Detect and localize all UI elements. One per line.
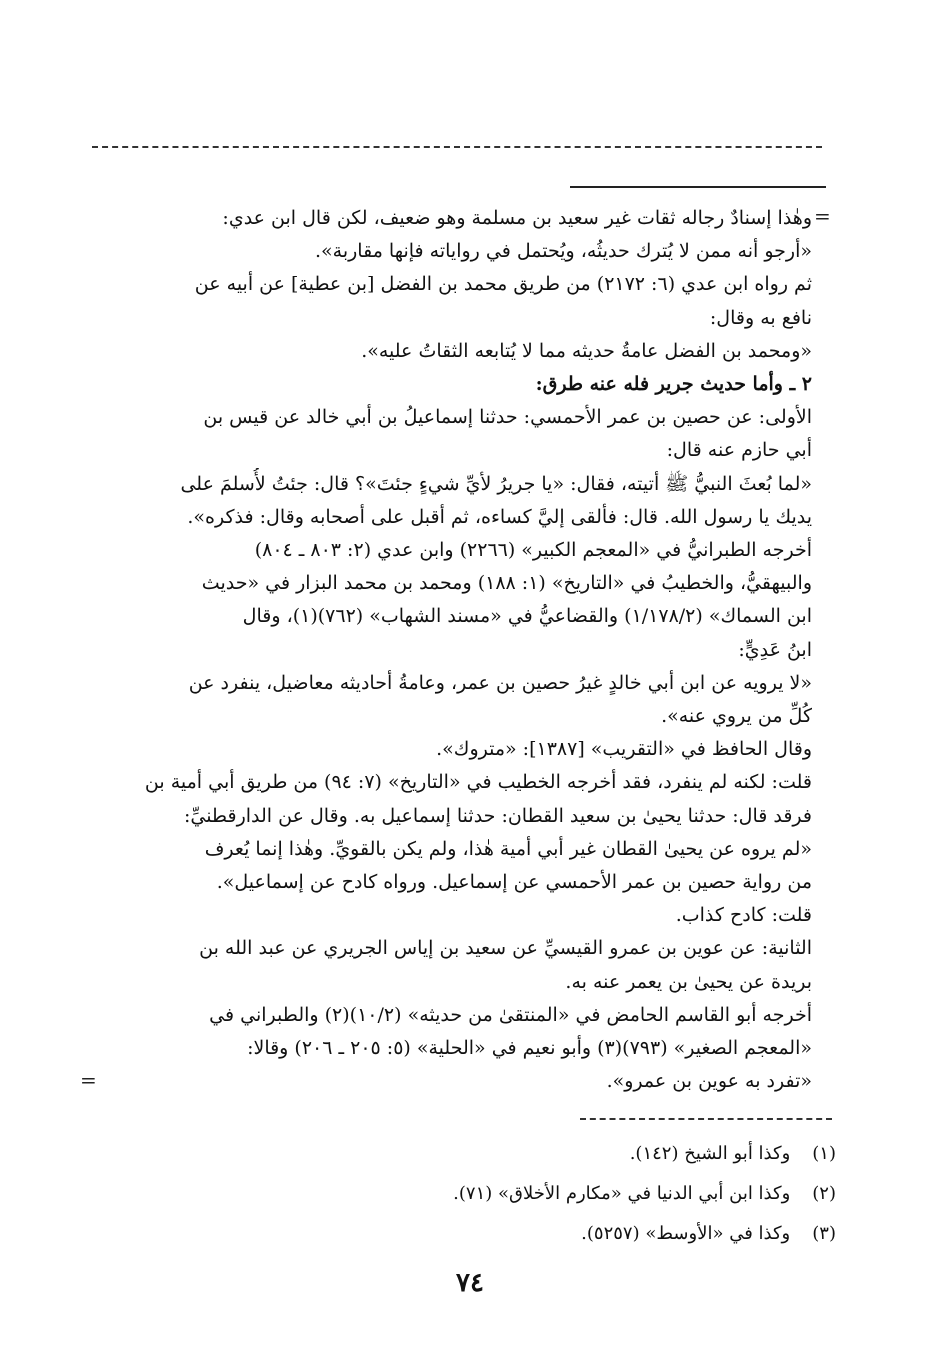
footnote-dashed-rule [580, 1118, 832, 1120]
text-line: من رواية حصين بن عمر الأحمسي عن إسماعيل. ورواه كادح عن إسماعيل». [216, 871, 812, 894]
text-line: ابن السماك» (١/١٧٨/٢) والقضاعيُّ في «مسند الشهاب» (٧٦٢)(١)، وقال [242, 605, 812, 628]
continuation-rule [570, 186, 826, 188]
margin-mark-bottom: = [80, 1068, 97, 1092]
section-heading: ٢ ـ وأما حديث جرير فله عنه طرق: [535, 373, 812, 396]
text-line: أخرجه الطبرانيُّ في «المعجم الكبير» (٢٢٦٦) وابن عدي (٢: ٨٠٣ ـ ٨٠٤) [254, 539, 812, 562]
text-line: أبي حازم عنه قال: [666, 439, 812, 462]
footnote-item [400, 1214, 836, 1254]
footnote-text: وكذا أبو الشيخ (١٤٢). [629, 1143, 791, 1164]
text-line: بريدة عن يحيىٰ بن يعمر عنه به. [565, 970, 812, 993]
text-line: «لا يرويه عن ابن أبي خالدٍ غيرُ حصين بن عمر، وعامةُ أحاديثه معاضيل، ينفرد عن [188, 671, 812, 694]
footnote-number: (٣) [812, 1223, 836, 1244]
text-line: ابنُ عَدِيٍّ: [738, 638, 812, 661]
text-line: «لما بُعثَ النبيُّ ﷺ أتيته، فقال: «يا جريرُ لأيِّ شيءٍ جئتَ»؟ قال: جئتُ لأُسلمَ على [180, 472, 812, 495]
text-line: نافع به وقال: [709, 306, 812, 329]
margin-mark-top: = [814, 204, 831, 228]
footnote-text: وكذا في «الأوسط» (٥٢٥٧). [581, 1223, 791, 1244]
text-line: وهٰذا إسنادٌ رجاله ثقات غير سعيد بن مسلمة وهو ضعيف، لكن قال ابن عدي: [222, 207, 812, 229]
text-line: «المعجم الصغير» (٧٩٣)(٣) وأبو نعيم في «الحلية» (٥: ٢٠٥ ـ ٢٠٦) وقالا: [247, 1037, 812, 1060]
text-line: «لم يروه عن يحيىٰ القطان غير أبي أمية هٰذا، ولم يكن بالقويِّ. وهٰذا إنما يُعرف [204, 837, 812, 860]
text-line: يديك يا رسول الله. قال: فألقى إليَّ كساءه، ثم أقبل على أصحابه وقال: فذكره». [187, 505, 812, 528]
text-line: الثانية: عن عوين بن عمرو القيسيِّ عن سعيد بن إياس الجريري عن عبد الله بن [199, 937, 812, 960]
footnote-item [400, 1174, 836, 1214]
page-number: ٧٤ [456, 1268, 484, 1298]
top-dashed-rule [92, 146, 822, 148]
text-line: وقال الحافظ في «التقريب» [١٣٨٧]: «متروك». [436, 738, 812, 761]
text-line: أخرجه أبو القاسم الحامض في «المنتقىٰ من حديثه» (١٠/٢)(٢) والطبراني في [209, 1003, 812, 1026]
text-line: قلت: لكنه لم ينفرد، فقد أخرجه الخطيب في «التاريخ» (٧: ٩٤) من طريق أبي أمية بن [144, 771, 812, 794]
text-line: «أرجو أنه ممن لا يُترك حديثُه، ويُحتمل في رواياته فإنها مقاربة». [314, 240, 812, 263]
footnote-item [400, 1134, 836, 1174]
text-line: ثم رواه ابن عدي (٦: ٢١٧٢) من طريق محمد بن الفضل [بن عطية] عن أبيه عن [194, 273, 812, 296]
footnotes [400, 1134, 836, 1254]
text-line: «تفرد به عوين بن عمرو». [606, 1070, 812, 1093]
text-line: قلت: كادح كذاب. [675, 904, 812, 927]
footnote-text: وكذا ابن أبي الدنيا في «مكارم الأخلاق» (٧١). [453, 1183, 791, 1204]
footnote-number: (٢) [812, 1183, 836, 1204]
text-line: والبيهقيُّ، والخطيبُ في «التاريخ» (١: ١٨٨) ومحمد بن محمد البزار في «حديث [201, 572, 812, 595]
text-line: «ومحمد بن الفضل عامةُ حديثه مما لا يُتابعه الثقاتُ عليه». [361, 339, 812, 362]
text-line: الأولى: عن حصين بن عمر الأحمسي: حدثنا إسماعيلُ بن أبي خالد عن قيس بن [203, 406, 812, 429]
text-line: فرقد قال: حدثنا يحيىٰ بن سعيد القطان: حدثنا إسماعيل به. وقال عن الدارقطنيِّ: [183, 804, 812, 827]
text-line: كُلِّ من يروي عنه». [661, 705, 812, 728]
main-text [86, 202, 812, 1098]
footnote-number: (١) [812, 1143, 836, 1164]
